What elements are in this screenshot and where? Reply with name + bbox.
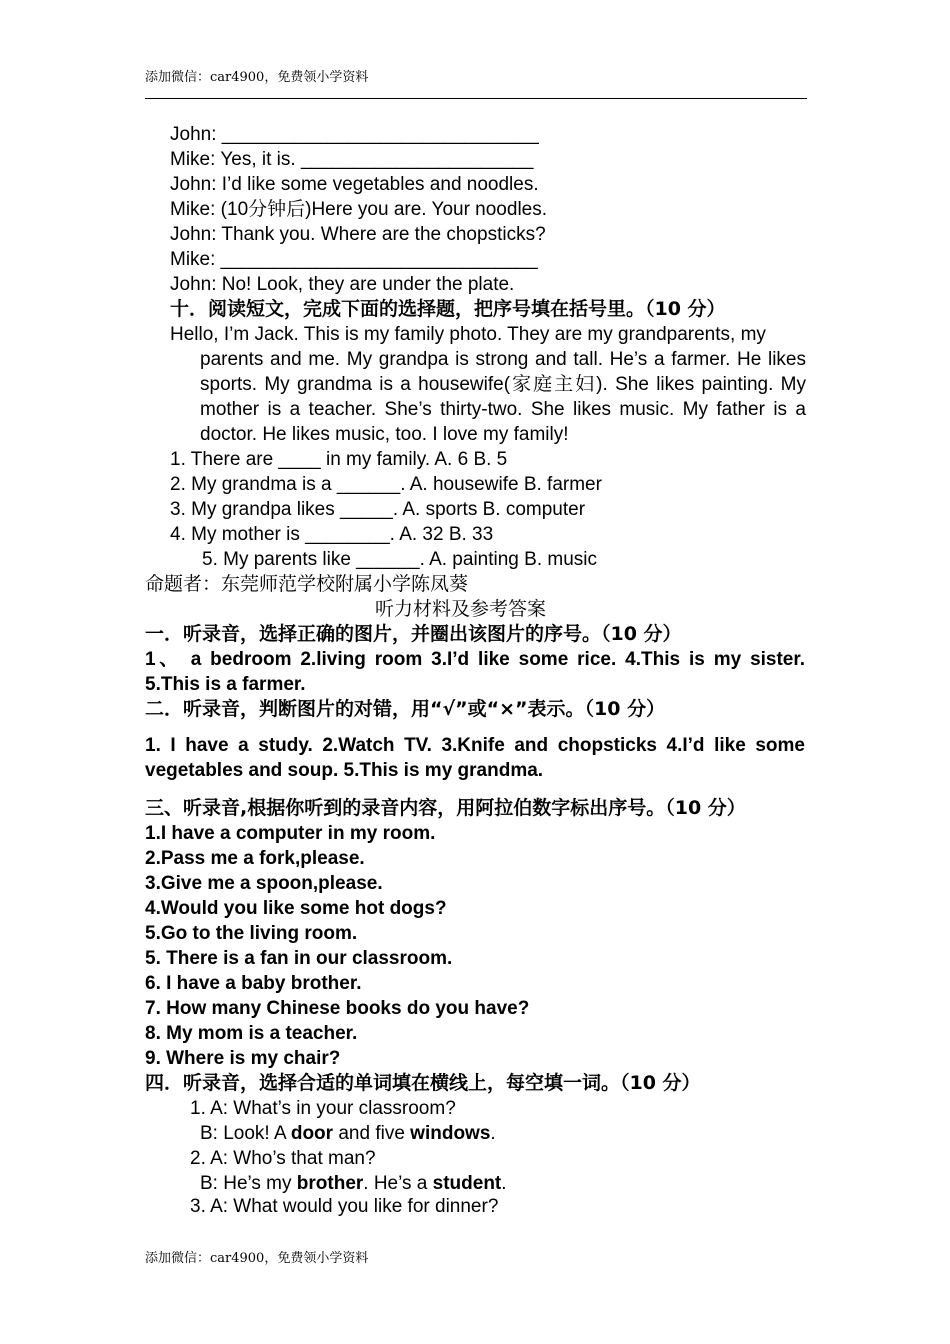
part-4-q2b [200,1171,507,1196]
dialogue-line: Mike: ______________________________ [170,249,538,270]
part-3-item: 2.Pass me a fork,please. [145,848,365,869]
reading-question: 2. My grandma is a ______. A. housewife B. farmer [170,474,602,495]
answer-word: brother [296,1173,364,1194]
page-footer: 添加微信：car4900，免费领小学资料 [145,1251,369,1266]
passage-body: parents and me. My grandpa is strong and tall. He’s a farmer. He likes sports. My grandma is a housewife(家庭主妇). She likes painting. My mother is a teacher. She’s thirty-two. She likes music. My father is a doctor. He likes music, too. I love my family! [200,349,806,445]
page-header: 添加微信：car4900，免费领小学资料 [145,70,369,85]
part-1-content: 1、 a bedroom 2.living room 3.I’d like some rice. 4.This is my sister. 5.This is a farmer. [145,649,805,695]
part-3-item: 5. There is a fan in our classroom. [145,948,453,969]
reading-question: 5. My parents like ______. A. painting B. music [202,549,597,570]
part-3-item: 5.Go to the living room. [145,923,358,944]
q2b-prefix: B: He’s my [200,1173,297,1194]
part-3-item: 7. How many Chinese books do you have? [145,998,530,1019]
part-3-title: 三、听录音,根据你听到的录音内容，用阿拉伯数字标出序号。（10 分） [145,797,746,819]
answer-word: door [290,1123,334,1144]
answer-word: student [432,1173,502,1194]
q2b-middle: . He’s a [363,1173,433,1194]
q1b-end: . [490,1123,496,1144]
answer-word: windows [410,1123,491,1144]
reading-question: 1. There are ____ in my family. A. 6 B. 5 [170,449,508,470]
reading-passage [170,322,806,447]
q1b-middle: and five [333,1123,411,1144]
section-10-title: 十．阅读短文，完成下面的选择题，把序号填在括号里。（10 分） [170,298,726,320]
part-4-q1a: 1. A: What’s in your classroom? [190,1098,456,1119]
part-4-q2a: 2. A: Who’s that man? [190,1148,376,1169]
header-divider [145,98,807,99]
part-2-title: 二．听录音，判断图片的对错，用“√”或“×”表示。（10 分） [145,698,666,720]
part-3-item: 8. My mom is a teacher. [145,1023,358,1044]
part-3-item: 3.Give me a spoon,please. [145,873,383,894]
part-1-title: 一．听录音，选择正确的图片，并圈出该图片的序号。（10 分） [145,623,682,645]
dialogue-line: John: ______________________________ [170,124,539,145]
part-3-item: 6. I have a baby brother. [145,973,362,994]
answers-title: 听力材料及参考答案 [375,598,547,620]
part-4-q3a: 3. A: What would you like for dinner? [190,1196,499,1217]
part-3-item: 1.I have a computer in my room. [145,823,436,844]
dialogue-line: Mike: Yes, it is. ______________________ [170,149,534,170]
part-2-content: 1. I have a study. 2.Watch TV. 3.Knife and chopsticks 4.I’d like some vegetables and soup. 5.This is my grandma. [145,735,805,781]
q1b-prefix: B: Look! A [200,1123,291,1144]
dialogue-line: Mike: (10分钟后)Here you are. Your noodles. [170,199,548,220]
part-3-item: 4.Would you like some hot dogs? [145,898,447,919]
reading-question: 3. My grandpa likes _____. A. sports B. computer [170,499,586,520]
dialogue-line: John: No! Look, they are under the plate. [170,274,515,295]
part-3-item: 9. Where is my chair? [145,1048,341,1069]
part-4-title: 四．听录音，选择合适的单词填在横线上，每空填一词。（10 分） [145,1072,701,1094]
passage-first-line: Hello, I’m Jack. This is my family photo. They are my grandparents, my [170,324,766,345]
author-line: 命题者：东莞师范学校附属小学陈凤葵 [145,573,469,595]
dialogue-line: John: Thank you. Where are the chopsticks? [170,224,546,245]
q2b-end: . [501,1173,507,1194]
reading-question: 4. My mother is ________. A. 32 B. 33 [170,524,494,545]
dialogue-line: John: I’d like some vegetables and noodles. [170,174,539,195]
part-4-q1b [200,1121,496,1146]
